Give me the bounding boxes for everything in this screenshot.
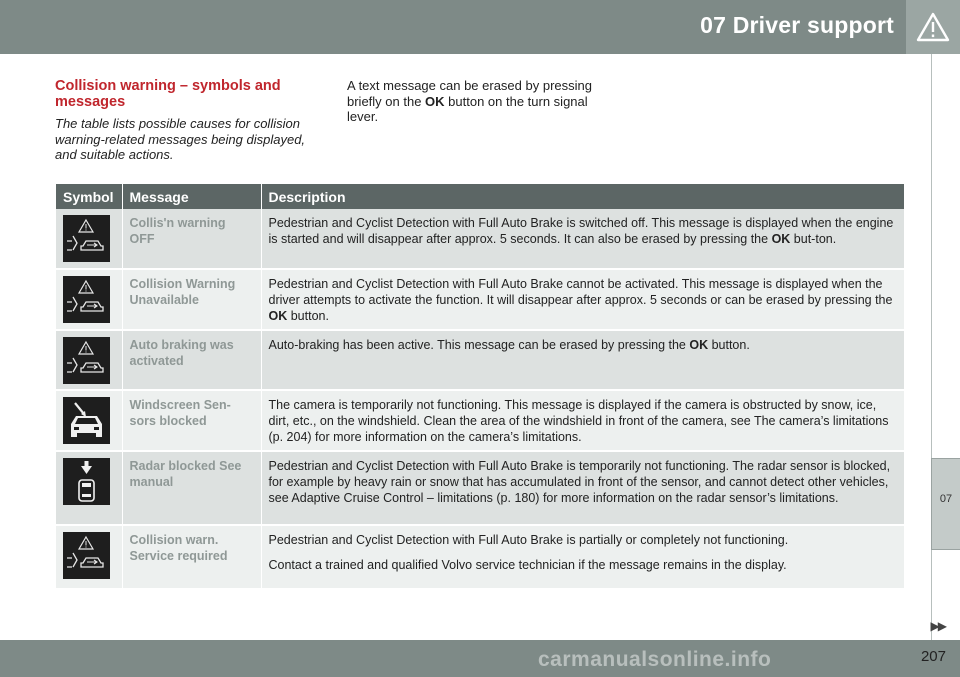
messages-table [56, 184, 904, 590]
symbol-cell [56, 330, 122, 390]
ok-button-label: OK [689, 338, 709, 352]
description-cell [261, 451, 904, 525]
description-text: Pedestrian and Cyclist Detection with Full Auto Brake is switched off. This message is displayed when the engine is started and will disappear after approx. 5 seconds. It can also be erased by pressing the [268, 216, 894, 246]
ok-button-label: OK [425, 93, 445, 109]
column-header-message: Message [122, 184, 261, 209]
symbol-cell [56, 209, 122, 269]
description-text-end: but-ton. [790, 232, 837, 246]
description-text: Pedestrian and Cyclist Detection with Full Auto Brake is partially or completely not functioning. [268, 533, 789, 547]
side-stripe [931, 54, 960, 640]
description-cell [261, 269, 904, 330]
description-text-end: button. [287, 309, 329, 323]
intro-note [347, 78, 612, 125]
page-number: 207 [920, 648, 946, 665]
description-cell [261, 390, 904, 451]
symbol-cell [56, 525, 122, 589]
table-row [56, 525, 904, 589]
collision-warning-icon [63, 276, 110, 323]
message-cell: Radar blocked See manual [122, 451, 261, 525]
message-cell: Collision Warning Unavailable [122, 269, 261, 330]
table-row [56, 451, 904, 525]
message-cell: Collision warn. Service required [122, 525, 261, 589]
section-title: Collision warning – symbols and messages [55, 78, 281, 110]
description-cell [261, 330, 904, 390]
windscreen-sensor-icon [63, 397, 110, 444]
symbol-cell [56, 451, 122, 525]
column-header-description: Description [261, 184, 904, 209]
intro-note-text-end: button on the turn signal lever. [347, 93, 588, 124]
description-text: The camera is temporarily not functioning. This message is displayed if the camera is obstructed by snow, ice, dirt, etc., on the windshield. Clean the area of the windshield in front of the camera, see The camera’s limitations (p. 204) for more information on the camera’s limitations. [268, 398, 889, 444]
symbol-cell [56, 390, 122, 451]
description-cell [261, 209, 904, 269]
chapter-title: 07 Driver support [700, 12, 894, 38]
table-row [56, 269, 904, 330]
watermark: carmanualsonline.info [538, 648, 772, 671]
description-text-end: button. [708, 338, 750, 352]
intro-section [55, 78, 315, 163]
ok-button-label: OK [268, 309, 288, 323]
symbol-cell [56, 269, 122, 330]
intro-note-text: A text message can be erased by pressing briefly on the [347, 78, 592, 109]
table-row [56, 209, 904, 269]
table-row [56, 390, 904, 451]
page-footer [0, 640, 960, 677]
description-text: Pedestrian and Cyclist Detection with Full Auto Brake cannot be activated. This message is displayed when the driver attempts to activate the function. It will disappear after approx. 5 seconds or can be erased by pressing the [268, 277, 893, 307]
description-cell [261, 525, 904, 589]
warning-triangle-icon [906, 0, 960, 54]
message-cell: Windscreen Sen-sors blocked [122, 390, 261, 451]
collision-warning-icon [63, 532, 110, 579]
column-header-symbol: Symbol [56, 184, 122, 209]
message-cell: Collis'n warning OFF [122, 209, 261, 269]
table-row [56, 330, 904, 390]
description-text: Auto-braking has been active. This message can be erased by pressing the [268, 338, 690, 352]
collision-warning-icon [63, 215, 110, 262]
next-page-icon[interactable]: ▶▶ [930, 619, 945, 633]
chapter-tab[interactable] [931, 458, 960, 550]
section-description: The table lists possible causes for collision warning-related messages being displayed, and suitable actions. [55, 116, 306, 162]
ok-button-label: OK [771, 232, 791, 246]
message-cell: Auto braking was activated [122, 330, 261, 390]
description-paragraph-2: Contact a trained and qualified Volvo service technician if the message remains in the display. [268, 558, 787, 572]
table-header-row [56, 184, 904, 209]
collision-warning-icon [63, 337, 110, 384]
radar-sensor-icon [63, 458, 110, 505]
description-paragraph [269, 532, 898, 548]
chapter-tab-label: 07 [939, 493, 953, 505]
description-text: Pedestrian and Cyclist Detection with Full Auto Brake is temporarily not functioning. The radar sensor is blocked, for example by heavy rain or snow that has accumulated in front of the sensor, and cannot detect other vehicles, see Adaptive Cruise Control – limitations (p. 180) for more information on the radar sensor’s limitations. [268, 459, 891, 505]
